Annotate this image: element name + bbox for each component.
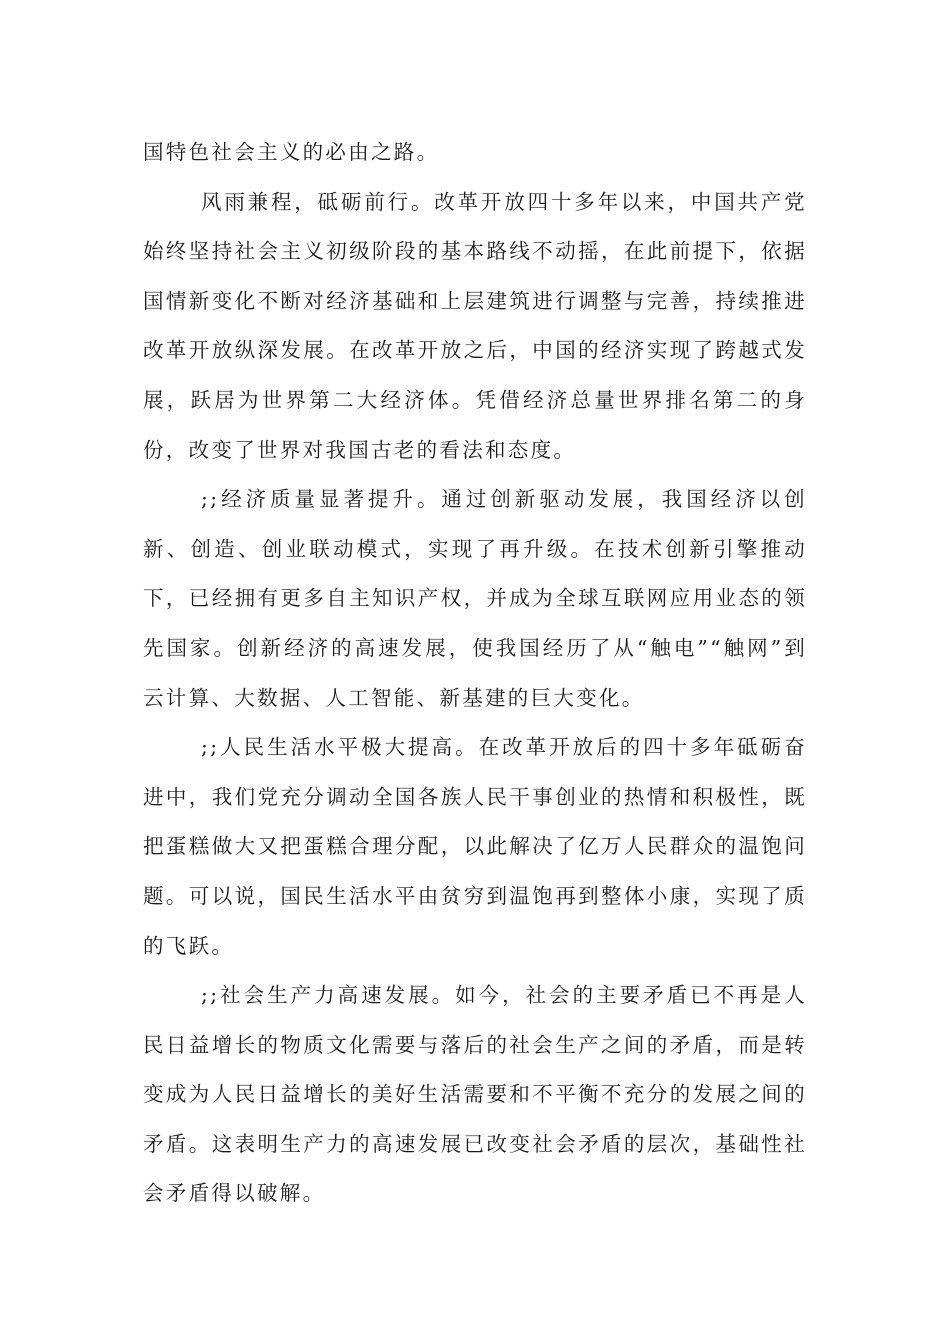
document-body	[143, 128, 807, 1219]
paragraph-reform-opening: 风雨兼程，砥砺前行。改革开放四十多年以来，中国共产党始终坚持社会主义初级阶段的基本路线不动摇，在此前提下，依据国情新变化不断对经济基础和上层建筑进行调整与完善，持续推进改革开放纵深发展。在改革开放之后，中国的经济实现了跨越式发展，跃居为世界第二大经济体。凭借经济总量世界排名第二的身份，改变了世界对我国古老的看法和态度。	[143, 189, 807, 462]
paragraph-productivity: ;;社会生产力高速发展。如今，社会的主要矛盾已不再是人民日益增长的物质文化需要与落后的社会生产之间的矛盾，而是转变成为人民日益增长的美好生活需要和不平衡不充分的发展之间的矛盾。这表明生产力的高速发展已改变社会矛盾的层次，基础性社会矛盾得以破解。	[143, 983, 807, 1206]
paragraph-continuation: 国特色社会主义的必由之路。	[143, 140, 440, 164]
paragraph-economic-quality: ;;经济质量显著提升。通过创新驱动发展，我国经济以创新、创造、创业联动模式，实现了再升级。在技术创新引擎推动下，已经拥有更多自主知识产权，并成为全球互联网应用业态的领先国家。创新经济的高速发展，使我国经历了从“触电”“触网”到云计算、大数据、人工智能、新基建的巨大变化。	[143, 487, 807, 710]
paragraph-living-standards: ;;人民生活水平极大提高。在改革开放后的四十多年砥砺奋进中，我们党充分调动全国各族人民干事创业的热情和积极性，既把蛋糕做大又把蛋糕合理分配，以此解决了亿万人民群众的温饱问题。可以说，国民生活水平由贫穷到温饱再到整体小康，实现了质的飞跃。	[143, 735, 807, 958]
